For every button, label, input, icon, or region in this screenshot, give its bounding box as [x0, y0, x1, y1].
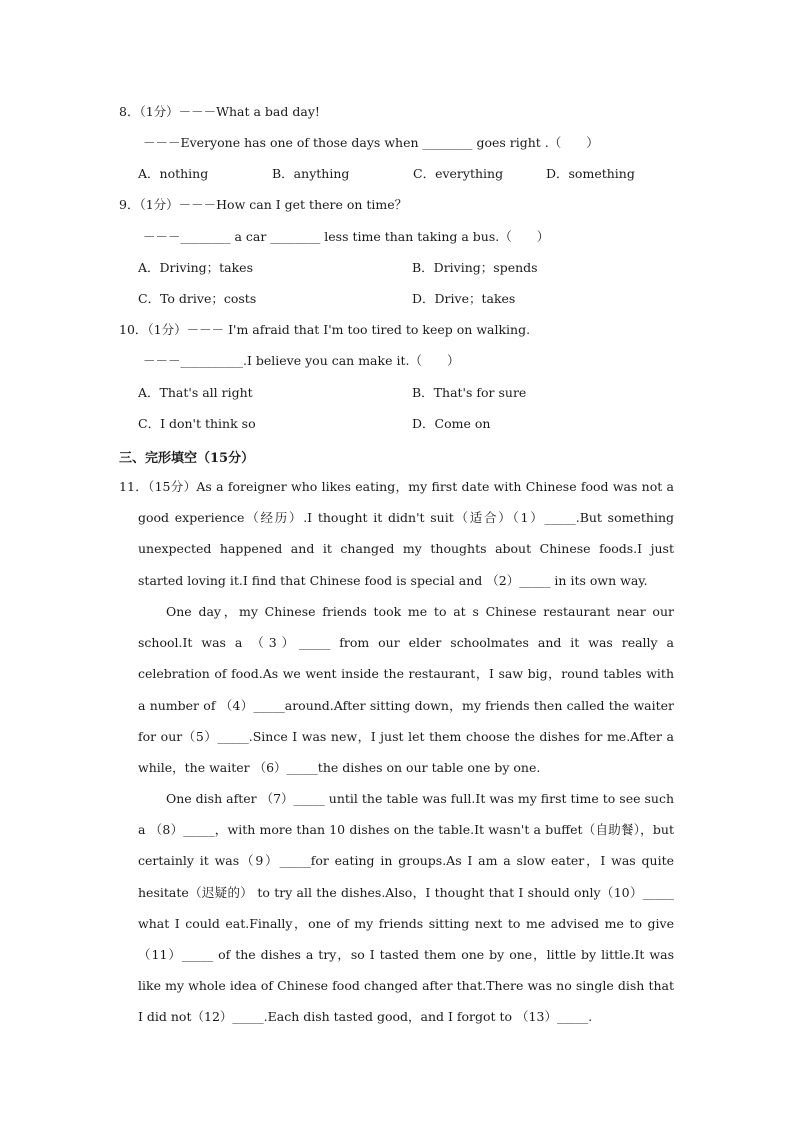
question-10-stem: 10．（1分）－－－ I'm afraid that I'm too tired to keep on walking.	[119, 322, 531, 337]
section-title-cloze: 三、完形填空（15分）	[119, 451, 255, 466]
question-8-prompt: －－－Everyone has one of those days when ________ goes right .（ ）	[143, 135, 599, 150]
cloze-paragraph-2: One day，my Chinese friends took me to at s Chinese restaurant near our school.It was a （3）_____ from our elder schoolmates and it was really a celebration of food.As we went inside the restaurant，I saw big，round tables with a number of （4）_____around.After sitting down，my friends then called the waiter for our（5）_____.Since I was new，I just let them choose the dishes for me.After a while，the waiter （6）_____the dishes on our table one by one.	[138, 604, 674, 776]
question-10-option-d[interactable]: D．Come on	[412, 416, 491, 431]
question-9-option-b[interactable]: B．Driving；spends	[412, 260, 538, 275]
question-8-option-a[interactable]: A．nothing	[138, 166, 209, 181]
question-9-option-c[interactable]: C．To drive；costs	[138, 291, 257, 306]
question-10-option-c[interactable]: C．I don't think so	[138, 416, 256, 431]
question-8-stem: 8．（1分）－－－What a bad day!	[119, 104, 320, 119]
question-9-option-a[interactable]: A．Driving；takes	[138, 260, 253, 275]
question-9-prompt: －－－________ a car ________ less time than taking a bus.（ ）	[143, 229, 550, 244]
question-8-option-b[interactable]: B．anything	[272, 166, 350, 181]
question-8-option-c[interactable]: C．everything	[413, 166, 504, 181]
question-9-stem: 9．（1分）－－－How can I get there on time？	[119, 197, 408, 212]
question-10-option-b[interactable]: B．That's for sure	[412, 385, 527, 400]
question-10-prompt: －－－__________.I believe you can make it.（ ）	[143, 353, 460, 368]
question-9-option-d[interactable]: D．Drive；takes	[412, 291, 516, 306]
cloze-paragraph-1-text: 11．（15分）As a foreigner who likes eating，my first date with Chinese food was not a good experience（经历）.I thought it didn't suit（适合）（1）_____.But something unexpected happened and it changed my thoughts about Chinese foods.I just started loving it.I find that Chinese food is special and （2）_____ in its own way.	[119, 479, 674, 588]
question-10-option-a[interactable]: A．That's all right	[138, 385, 253, 400]
question-8-option-d[interactable]: D．something	[546, 166, 635, 181]
cloze-paragraph-3: One dish after （7）_____ until the table was full.It was my first time to see such a （8）_____，with more than 10 dishes on the table.It wasn't a buffet（自助餐），but certainly it was（9）_____for eating in groups.As I am a slow eater，I was quite hesitate（迟疑的） to try all the dishes.Also，I thought that I should only（10）_____ what I could eat.Finally，one of my friends sitting next to me advised me to give（11）_____ of the dishes a try，so I tasted them one by one，little by little.It was like my whole idea of Chinese food changed after that.There was no single dish that I did not（12）_____.Each dish tasted good，and I forgot to （13）_____.	[138, 791, 674, 1025]
cloze-paragraph-1	[119, 471, 674, 596]
